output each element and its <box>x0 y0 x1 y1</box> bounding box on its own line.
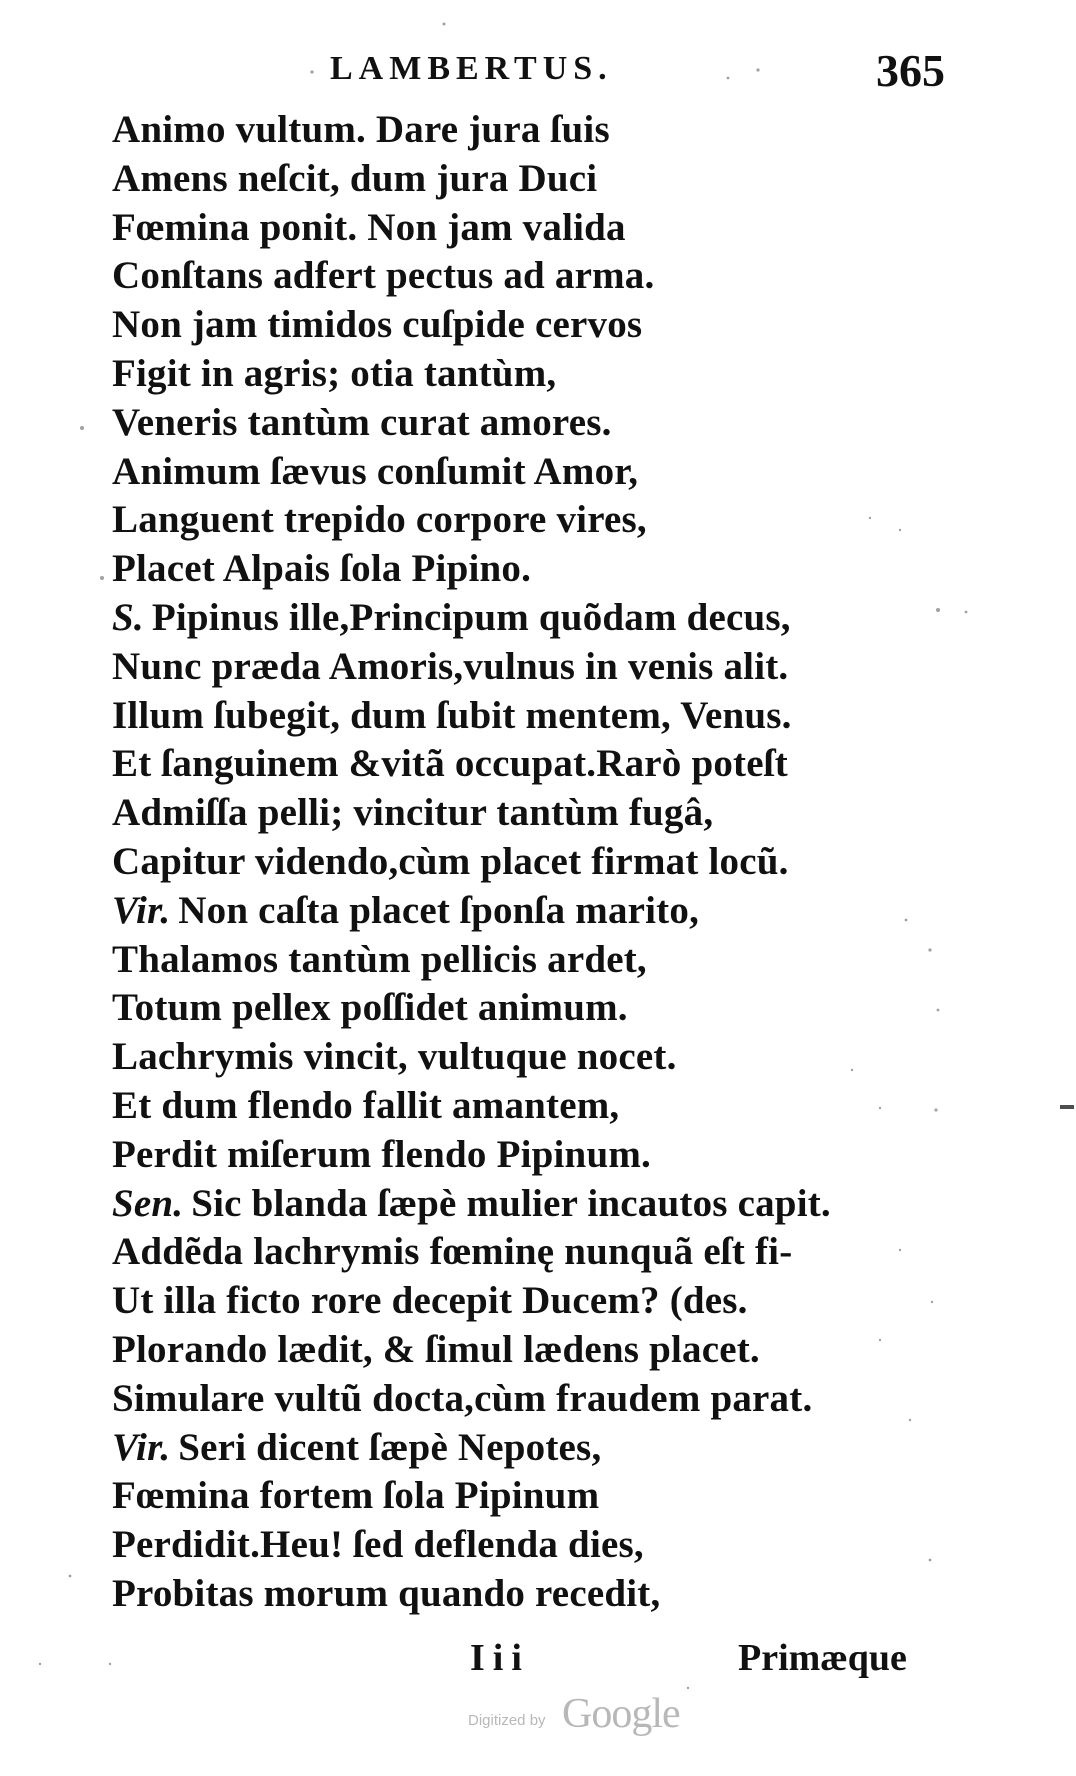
verse-line-text: Et dum flendo fallit amantem, <box>112 1083 620 1127</box>
verse-line-text: Probitas morum quando recedit, <box>112 1571 661 1615</box>
verse-line-text: Lachrymis vincit, vultuque nocet. <box>112 1035 677 1079</box>
verse-line-text: Fœmina fortem ſola Pipinum <box>112 1474 600 1518</box>
verse-line-text: Non jam timidos cuſpide cervos <box>112 303 643 347</box>
verse-line-text: Seri dicent ſæpè Nepotes, <box>178 1425 602 1469</box>
verse-line-text: Nunc præda Amoris,vulnus in venis alit. <box>112 644 789 688</box>
watermark-logo-text: Google <box>562 1691 680 1737</box>
verse-line-text: Animo vultum. Dare jura ſuis <box>112 108 610 151</box>
verse-line-text: Illum ſubegit, dum ſubit mentem, Venus. <box>112 693 792 737</box>
catchword: Primæque <box>738 1637 907 1679</box>
verse-line-text: Addẽda lachrymis fœminę nunquã eſt fi- <box>112 1230 793 1274</box>
running-head: LAMBERTUS. <box>330 50 613 87</box>
verse-line-text: Ut illa ficto rore decepit Ducem? (des. <box>112 1279 748 1323</box>
verse-line-text: Fœmina ponit. Non jam valida <box>112 205 626 249</box>
verse-line-text: Veneris tantùm curat amores. <box>112 400 612 444</box>
signature-mark: Iii <box>470 1637 530 1679</box>
verse-line-text: Totum pellex poſſidet animum. <box>112 986 628 1030</box>
verse-line-text: Et ſanguinem &vitã occupat.Rarò poteſt <box>112 742 788 786</box>
verse-line-text: Simulare vultũ docta,cùm fraudem parat. <box>112 1376 813 1420</box>
speaker-label: Vir. <box>112 888 171 932</box>
verse-line-text: Plorando lædit, & ſimul lædens placet. <box>112 1327 760 1371</box>
verse-line-text: Amens neſcit, dum jura Duci <box>112 156 598 200</box>
verse-line-text: Capitur videndo,cùm placet firmat locũ. <box>112 839 789 883</box>
verse-line-text: Perdidit.Heu! ſed deflenda dies, <box>112 1523 644 1567</box>
verse-line-text: Pipinus ille,Principum quõdam decus, <box>151 595 791 639</box>
speaker-label: Vir. <box>112 1425 171 1469</box>
watermark-small-text: Digitized by <box>468 1712 546 1729</box>
verse-line-text: Perdit miſerum flendo Pipinum. <box>112 1132 651 1176</box>
verse-line-text: Conſtans adfert pectus ad arma. <box>112 254 655 298</box>
verse-line-text: Figit in agris; otia tantùm, <box>112 351 557 395</box>
verse-line-text: Sic blanda ſæpè mulier incautos capit. <box>191 1181 831 1225</box>
verse-line-text: Admiſſa pelli; vincitur tantùm fugâ, <box>112 791 714 835</box>
verse-line-text: Non caſta placet ſponſa marito, <box>178 888 700 932</box>
speaker-label: Sen. <box>112 1181 184 1225</box>
verse-line-text: Languent trepido corpore vires, <box>112 498 647 542</box>
speaker-label: S. <box>112 595 144 639</box>
page-number: 365 <box>876 45 945 96</box>
verse-line-text: Placet Alpais ſola Pipino. <box>112 547 532 591</box>
verse-line-text: Animum ſævus conſumit Amor, <box>112 449 639 493</box>
verse-line-text: Thalamos tantùm pellicis ardet, <box>112 937 647 981</box>
